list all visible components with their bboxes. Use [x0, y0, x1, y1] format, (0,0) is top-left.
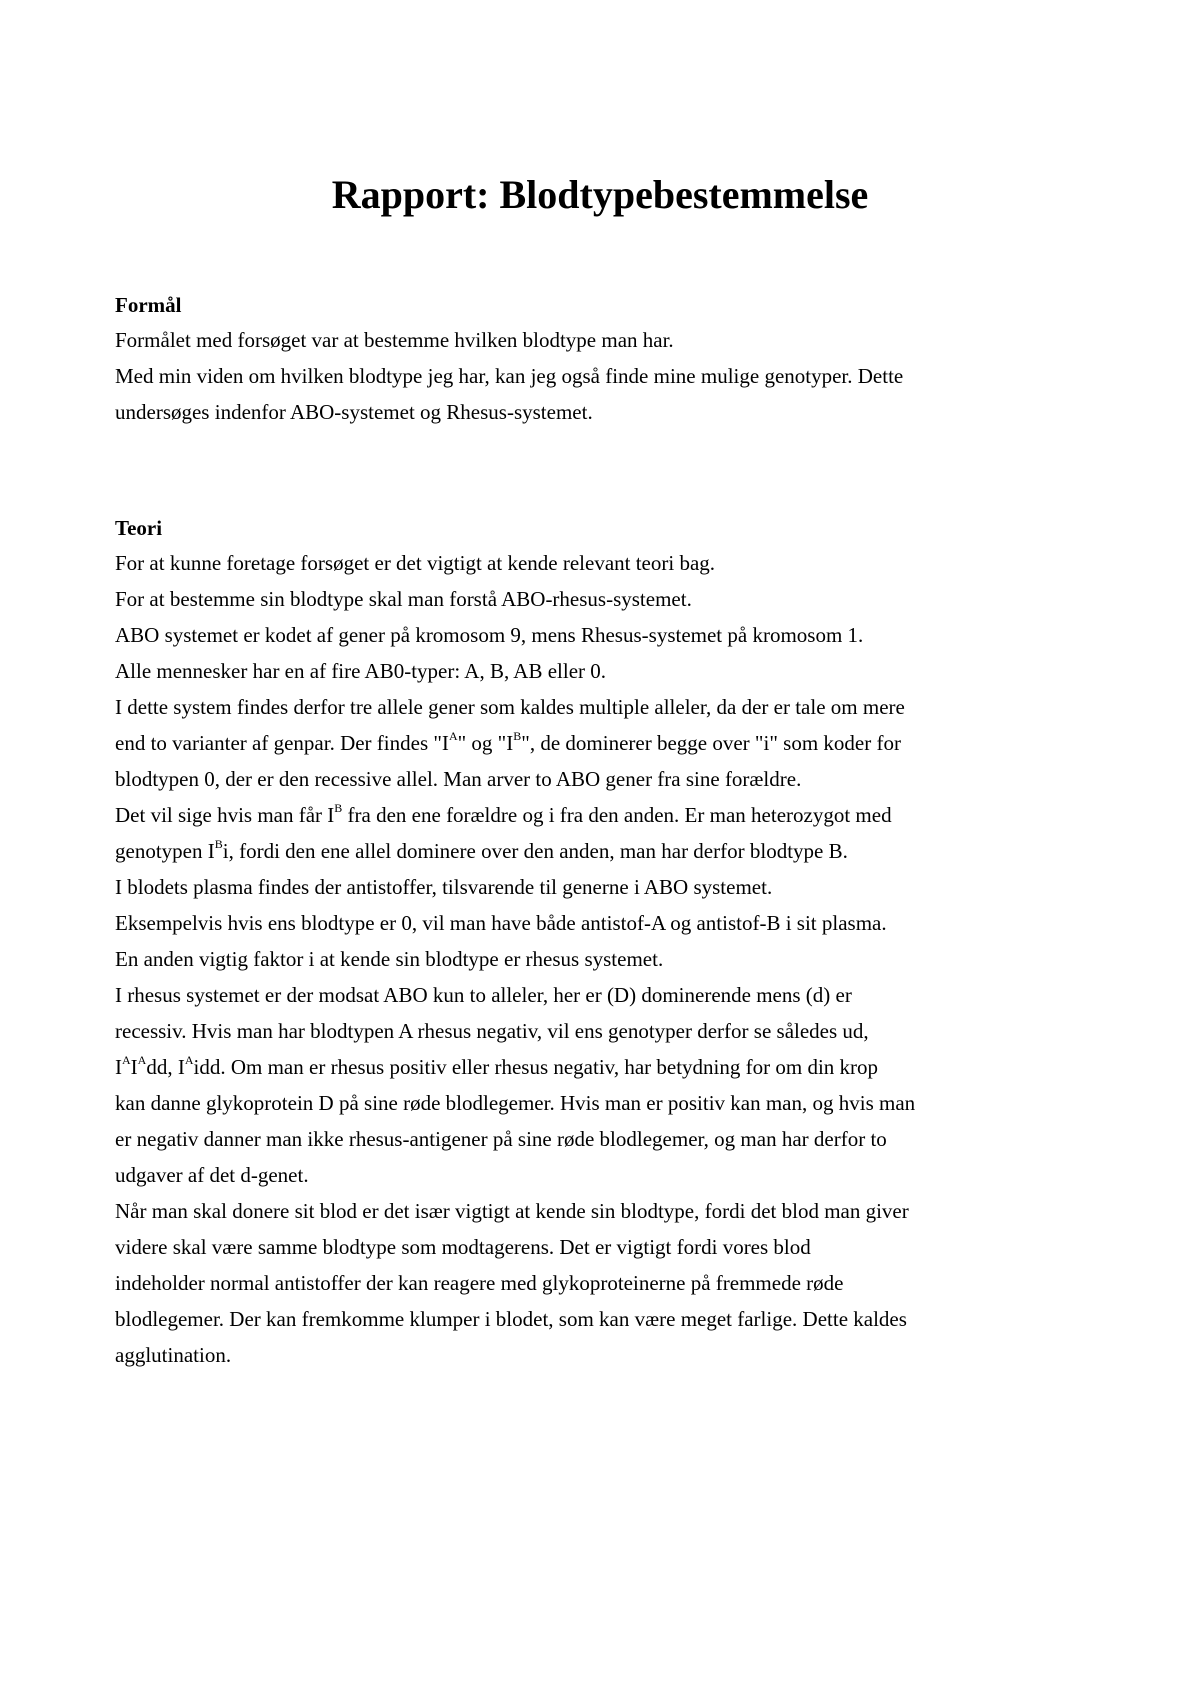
superscript-allele: A [184, 1053, 194, 1067]
paragraph-line: ABO systemet er kodet af gener på kromosom 9, mens Rhesus-systemet på kromosom 1. [115, 623, 864, 647]
paragraph-line [115, 725, 1105, 761]
paragraph-line: I rhesus systemet er der modsat ABO kun to alleler, her er (D) dominerende mens (d) er [115, 983, 852, 1007]
paragraph-line [115, 1049, 1105, 1085]
superscript-allele: B [334, 801, 343, 815]
superscript-allele: A [137, 1053, 147, 1067]
paragraph-line: Når man skal donere sit blod er det især vigtigt at kende sin blodtype, fordi det blod man giver [115, 1199, 909, 1223]
paragraph-line: blodlegemer. Der kan fremkomme klumper i blodet, som kan være meget farlige. Dette kaldes [115, 1307, 907, 1331]
paragraph-line: En anden vigtig faktor i at kende sin blodtype er rhesus systemet. [115, 947, 664, 971]
section-teori [115, 511, 1105, 1373]
text-run: idd. Om man er rhesus positiv eller rhesus negativ, har betydning for om din krop [193, 1055, 879, 1079]
paragraph-line: I dette system findes derfor tre allele gener som kaldes multiple alleler, da der er tale om mere [115, 695, 905, 719]
text-run: " og "I [457, 731, 514, 755]
paragraph-line: Med min viden om hvilken blodtype jeg har, kan jeg også finde mine mulige genotyper. Dette [115, 364, 904, 388]
page-title: Rapport: Blodtypebestemmelse [331, 172, 869, 217]
paragraph-line: Formålet med forsøget var at bestemme hvilken blodtype man har. [115, 328, 674, 352]
section-formaal [115, 288, 1105, 430]
paragraph-line: udgaver af det d-genet. [115, 1163, 309, 1187]
section-heading-teori: Teori [115, 516, 163, 540]
paragraph-line: er negativ danner man ikke rhesus-antigener på sine røde blodlegemer, og man har derfor to [115, 1127, 887, 1151]
superscript-allele: B [214, 837, 223, 851]
superscript-allele: A [448, 729, 458, 743]
paragraph-line: For at kunne foretage forsøget er det vigtigt at kende relevant teori bag. [115, 551, 716, 575]
text-run: ", de dominerer begge over "i" som koder for [521, 731, 901, 755]
paragraph-line: Alle mennesker har en af fire AB0-typer: A, B, AB eller 0. [115, 659, 607, 683]
paragraph-line: agglutination. [115, 1343, 232, 1367]
superscript-allele: A [122, 1053, 131, 1067]
paragraph-line: videre skal være samme blodtype som modtagerens. Det er vigtigt fordi vores blod [115, 1235, 811, 1259]
text-run: Det vil sige hvis man får I [115, 803, 335, 827]
section-heading-formaal: Formål [115, 293, 182, 317]
paragraph-line [115, 833, 1105, 869]
paragraph-line: undersøges indenfor ABO-systemet og Rhesus-systemet. [115, 400, 593, 424]
text-run: I [115, 1055, 122, 1079]
paragraph-line: kan danne glykoprotein D på sine røde blodlegemer. Hvis man er positiv kan man, og hvis man [115, 1091, 916, 1115]
paragraph-line: For at bestemme sin blodtype skal man forstå ABO-rhesus-systemet. [115, 587, 692, 611]
paragraph-line: Eksempelvis hvis ens blodtype er 0, vil man have både antistof-A og antistof-B i sit plasma. [115, 911, 887, 935]
paragraph-line: recessiv. Hvis man har blodtypen A rhesus negativ, vil ens genotyper derfor se således ud, [115, 1019, 869, 1043]
text-run: end to varianter af genpar. Der findes "I [115, 731, 449, 755]
paragraph-line: indeholder normal antistoffer der kan reagere med glykoproteinerne på fremmede røde [115, 1271, 844, 1295]
text-run: fra den ene forældre og i fra den anden. Er man heterozygot med [342, 803, 892, 827]
text-run: I [130, 1055, 138, 1079]
text-run: dd, I [146, 1055, 185, 1079]
paragraph-line: blodtypen 0, der er den recessive allel. Man arver to ABO gener fra sine forældre. [115, 767, 802, 791]
paragraph-line [115, 797, 1105, 833]
text-run: genotypen I [115, 839, 215, 863]
text-run: i, fordi den ene allel dominere over den anden, man har derfor blodtype B. [222, 839, 848, 863]
paragraph-line: I blodets plasma findes der antistoffer, tilsvarende til generne i ABO systemet. [115, 875, 773, 899]
superscript-allele: B [513, 729, 522, 743]
